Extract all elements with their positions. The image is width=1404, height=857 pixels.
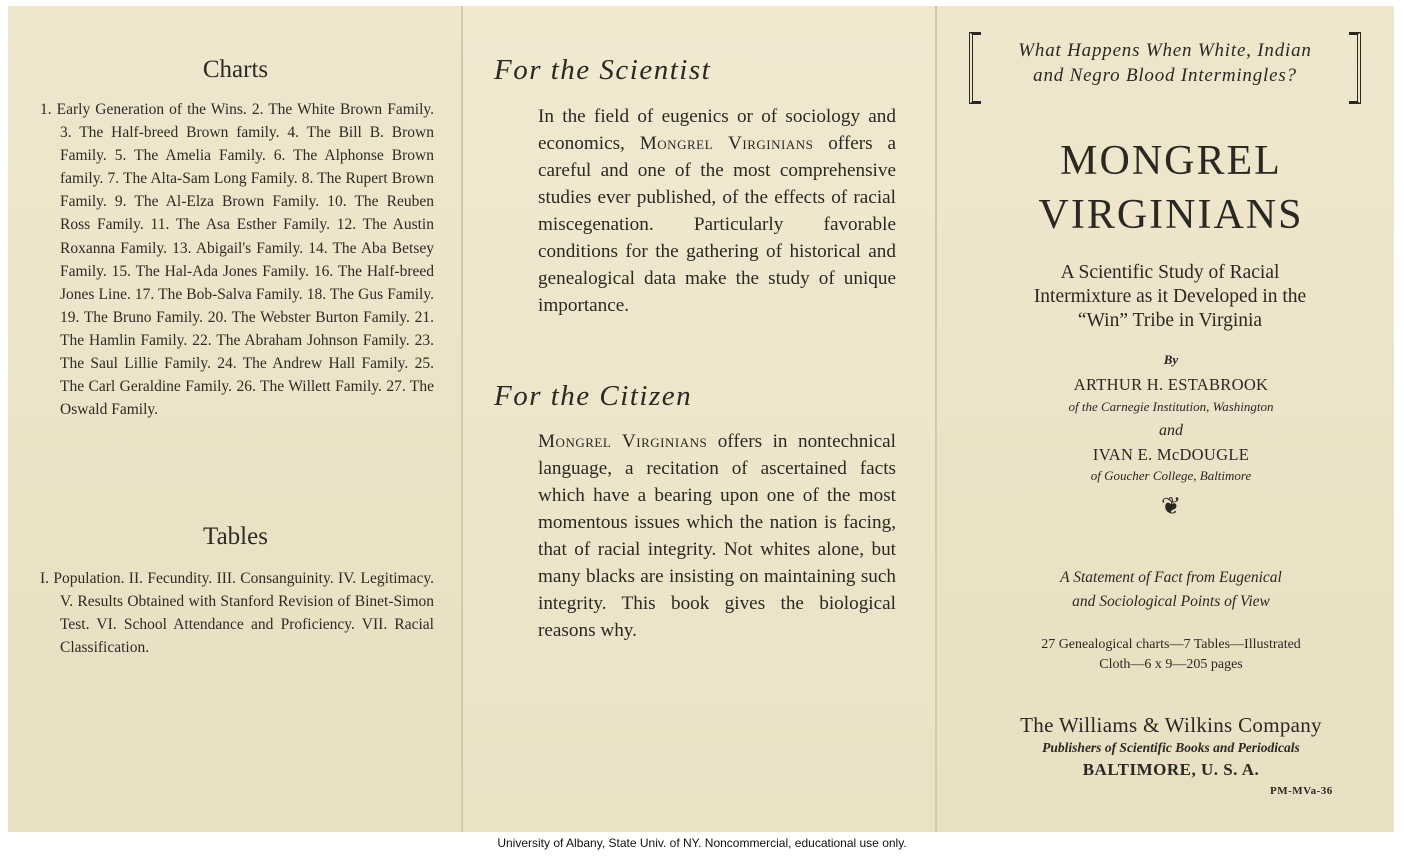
charts-list-text: 1. Early Generation of the Wins. 2. The White Brown Family. 3. The Half-breed Brown family. 4. The Bill B. Brown Family. 5. The Amelia Family. 6. The Alphonse Brown family. 7. The Alta-Sam Long Family. 8. The Rupert Brown Family. 9. The Al-Elza Brown Family. 10. The Reuben Ross Family. 11. The Asa Esther Family. 12. The Austin Roxanna Family. 13. Abigail's Family. 14. The Aba Betsey Family. 15. The Hal-Ada Jones Family. 16. The Half-breed Jones Line. 17. The Bob-Salva Family. 18. The Gus Family. 19. The Bruno Family. 20. The Webster Burton Family. 21. The Hamlin Family. 22. The Abraham Johnson Family. 23. The Saul Lillie Family. 24. The Andrew Hall Family. 25. The Carl Geraldine Family. 26. The Willett Family. 27. The Oswald Family. bbox=[40, 101, 434, 419]
tables-list-text: I. Population. II. Fecundity. III. Consanguinity. IV. Legitimacy. V. Results Obtained with Stanford Revision of Binet-Simon Test. VI. School Attendance and Proficiency. VII. Racial Classification. bbox=[40, 570, 434, 657]
statement-line-2: and Sociological Points of View bbox=[1072, 593, 1270, 610]
catalog-code: PM-MVa-36 bbox=[1270, 785, 1333, 797]
right-panel bbox=[937, 6, 1394, 832]
and-label: and bbox=[1159, 422, 1183, 439]
publisher-name: The Williams & Wilkins Company bbox=[1020, 713, 1322, 737]
question-text bbox=[969, 38, 1361, 88]
question-line-2: and Negro Blood Intermingles? bbox=[1033, 65, 1297, 86]
book-title bbox=[929, 134, 1404, 242]
tables-title: Tables bbox=[203, 523, 268, 550]
specs-line-1: 27 Genealogical charts—7 Tables—Illustrated bbox=[1041, 637, 1301, 652]
book-name: Mongrel Virginians bbox=[639, 133, 814, 154]
citizen-paragraph bbox=[538, 428, 896, 644]
charts-title: Charts bbox=[202, 56, 269, 83]
statement bbox=[929, 566, 1404, 614]
scientist-text-pre: In the field of eugenics or of sociology and economics, bbox=[538, 106, 896, 154]
by-label: By bbox=[1163, 352, 1179, 367]
statement-line-1: A Statement of Fact from Eugenical bbox=[1060, 569, 1282, 586]
author-2-affiliation: of Goucher College, Baltimore bbox=[1090, 468, 1252, 483]
book-specs bbox=[929, 635, 1404, 675]
citizen-heading: For the Citizen bbox=[494, 380, 693, 412]
scientist-heading: For the Scientist bbox=[494, 54, 712, 86]
author-1-affiliation: of the Carnegie Institution, Washington bbox=[1068, 399, 1274, 414]
publisher-city: BALTIMORE, U. S. A. bbox=[1082, 760, 1260, 779]
question-line-1: What Happens When White, Indian bbox=[1018, 40, 1312, 61]
scientist-text-post: offers a careful and one of the most comprehensive studies ever published, of the effects of racial miscegenation. Particularly favorable conditions for the gathering of historical and genealogical data make the study of unique importance. bbox=[538, 133, 897, 316]
title-line-2: VIRGINIANS bbox=[1038, 192, 1304, 238]
author-2: IVAN E. McDOUGLE bbox=[1092, 445, 1250, 464]
publisher-description: Publishers of Scientific Books and Periodicals bbox=[1042, 740, 1300, 755]
title-line-1: MONGREL bbox=[1060, 138, 1282, 184]
charts-list bbox=[40, 98, 434, 421]
citizen-text-post: offers in nontechnical language, a recitation of ascertained facts which have a bearing upon one of the most momentous issues which the nation is facing, that of racial integrity. Not whites alone, but many blacks are insisting on maintaining such integrity. This book gives the biological reasons why. bbox=[538, 431, 896, 641]
specs-line-2: Cloth—6 x 9—205 pages bbox=[1099, 657, 1243, 672]
footer-credit: University of Albany, State Univ. of NY. Noncommercial, educational use only. bbox=[497, 836, 907, 850]
question-box bbox=[969, 32, 1361, 100]
tables-list bbox=[40, 567, 434, 659]
author-1: ARTHUR H. ESTABROOK bbox=[1073, 375, 1269, 394]
fleuron-ornament-icon: ❦ bbox=[1160, 494, 1182, 520]
book-subtitle: A Scientific Study of Racial Intermixture as it Developed in the “Win” Tribe in Virginia bbox=[1033, 262, 1307, 331]
book-name: Mongrel Virginians bbox=[538, 431, 708, 452]
scientist-paragraph bbox=[538, 103, 896, 319]
